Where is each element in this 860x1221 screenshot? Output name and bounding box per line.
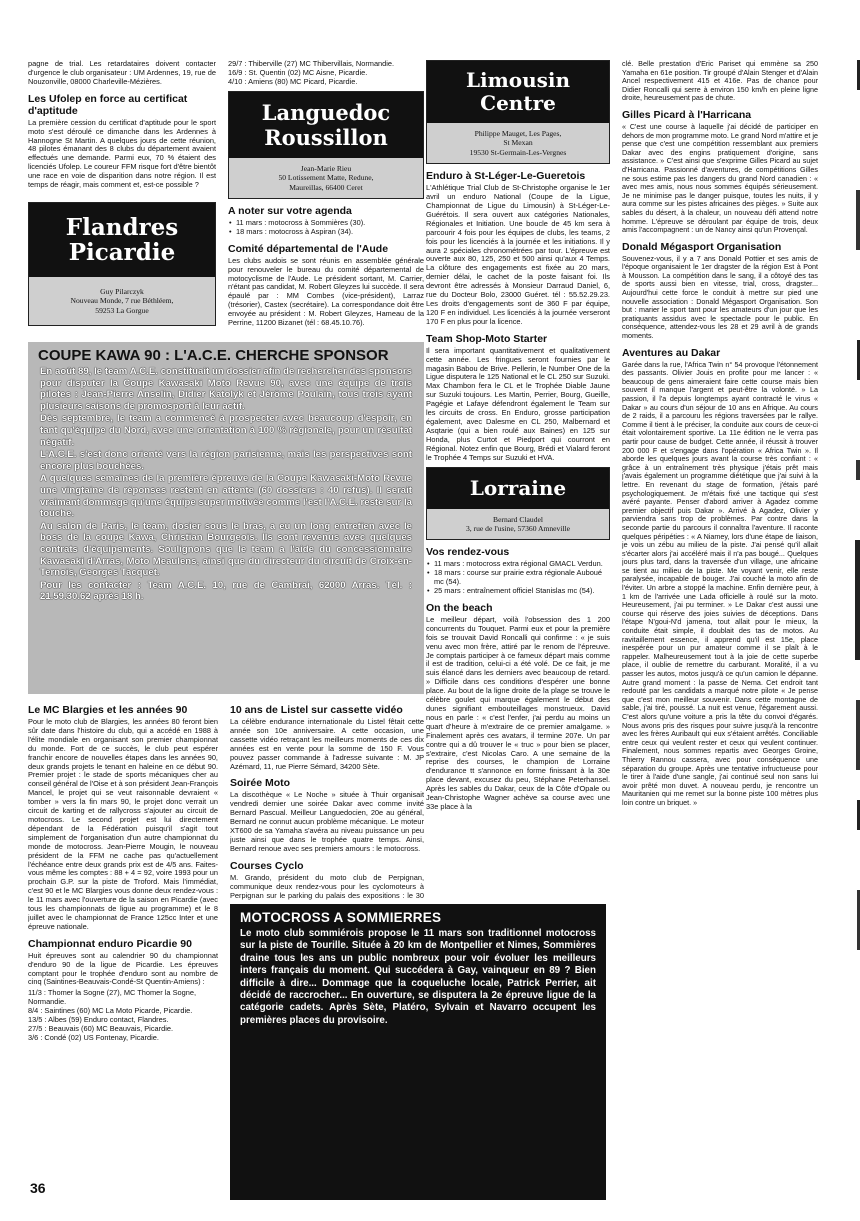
enduro-text: L'Athlétique Trial Club de St-Christophe organise le 1er avril un enduro National (Coupe de la Ligue, Championnat de Ligue du Limousin) à St-Léger-Le-Guérétois. Il sera ouvert aux catégories Nationales, Régionales et Initiation. Une boucle de 45 km sera à parcourir 4 fois pour les équipes de clubs, les teams, 2 fois pour les licenciés à la journée et les initiations. Il y aura 2 spéciales chronométrées par tour. L'épreuve est ouverte aux 80, 125, 250 et 500 ainsi qu'aux 4 Temps. La clôture des engagements est fixée au 20 mars, dernier délai, le cachet de la poste faisant foi. Ils devront être adressés à Monsieur Darraud Daniel, 6, rue du Docteur Bolo, 23000 Guéret. tél : 55.52.29.23. Les droits d'engagements sont de 360 F par équipe, 120 F en individuel. Les licenciés à la journée verseront 170 F en plus pour la licence. bbox=[426, 183, 610, 326]
gilles-text: « C'est une course à laquelle j'ai décidé de participer en dehors de mon programme moto. Le grand Nord m'attire et je pense que c'est une compétition ressemblant aux premiers Dakar avec des engins pratiquement d'origine, sans assistance. » C'est ainsi que s'exprime Gilles Picard au sujet d'Harricana. Passionné d'aventures, de compétitions Gilles ne sous estime pas les dangers du grand Nord canadien : « avec mes amis, nous nous sommes équipés sérieusement. Je ne minimise pas le danger puisque, toutes les nuits, il y aura comme sur les pistes africaines des pièges. » Suite aux sables du désert, à la chaleur, un nouveau défi attend notre homme. L'épreuve se déroulant par équipe de trois, deux amis l'accompagnent : un de Nancy ainsi qu'un Provençal. bbox=[622, 121, 818, 235]
enduro-title: Enduro à St-Léger-Le-Gueretois bbox=[426, 170, 586, 183]
agenda-item: • 18 mars : motocross à Aspiran (34). bbox=[236, 228, 424, 237]
region-addr-limousin: Philippe Mauget, Les Pages, St Mexan 19530 St-Germain-Les-Vergnes bbox=[427, 123, 609, 163]
region-box-languedoc bbox=[228, 91, 424, 199]
ufolep-text: La première cession du certificat d'aptitude pour le sport moto s'est déroulé ce dimanche dans les Ardennes à Hannogne St Martin. A quelques jours de cette réunion, 48 pilotes émanant des 8 clubs du département avaient effectués une demande. Parmi eux, 70 % étaient des licenciés Ufolep. Le coureur FFM risque fort d'être bientôt une race en voie de disparition dans notre région. Il est temps de réagir, mais comment et, est-ce possible ? bbox=[28, 117, 216, 190]
region-box-lorraine bbox=[426, 467, 610, 541]
aude-text: Les clubs audois se sont réunis en assemblée générale pour renouveler le bureau du comité départemental de motocyclisme de l'Aude. Le président sortant, M. Carrier, n'étant pas candidat, M. Robert Gleyzes lui succède. Il sera épaulé par : MM Combes (vice-président), Larraz (trésorier), Castex (secrétaire). La correspondance doit être envoyée au président : M. Robert Gleyzes, Hameau de la Perrine, 11200 Bizanet (tél : 68.45.10.76). bbox=[228, 255, 424, 328]
column-listel bbox=[230, 704, 424, 900]
region-box-limousin bbox=[426, 60, 610, 164]
soiree-text: La discothèque « Le Noche » située à Thuir organisait vendredi dernier une soirée Dakar avec comme invité Bernard Pascual. Meilleur Languedocien, 20e au général, Bernard ne connut aucun problème mécanique. Le moteur XT600 de sa Yamaha s'avéra au niveau puissance un peu juste ainsi que dans le trophée quatre temps. Ainsi, Bernard renoue avec ses premiers amours : le motocross. bbox=[230, 790, 424, 853]
sponsor-title: COUPE KAWA 90 : L'A.C.E. CHERCHE SPONSOR bbox=[38, 347, 389, 364]
sponsor-para: A quelques semaines de la première épreuve de la Coupe Kawasaki-Moto Revue une vingtaine de réponses restent en attente (60 dossiers : 40 refus). Il serait vraimant dommage qu'une équipe super motivée comme l'est l'A.C.E. reste sur la touche. bbox=[40, 473, 412, 520]
aude-title: Comité départemental de l'Aude bbox=[228, 242, 389, 255]
column-1 bbox=[28, 60, 216, 340]
col1-intro: pagne de trial. Les retardataires doivent contacter d'urgence le club organisateur : UM Ardennes, 19, rue de Nouzonville, 08000 Charleville-Mézières. bbox=[28, 60, 216, 86]
region-name-flandres: Flandres Picardie bbox=[29, 203, 215, 277]
donald-text: Souvenez-vous, il y a 7 ans Donald Pottier et ses amis de l'époque organisaient le 1er dragster de la région Est à Pont à Mousson. La compétition dans le sang, il a côtoyé des tas de sports aussi bien en vitesse, trial, cross, dragster... Aujourd'hui cette force le conduit à mettre sur pied une nouvelle association : Donald Mégasport Organisation. Son but : marier le sport tant pour les amateurs d'un jour que les pratiquants assidus avec le spectacle pour le public. En conséquence, attendez-vous les 28 et 29 avril à de grands moments. bbox=[622, 253, 818, 341]
beach-text: Le meilleur départ, voilà l'obsession des 1 200 concurrents du Touquet. Parmi eux et pour la première fois se trouvait David Roncalli qui confirme : « je suis venu avec mon frère, attiré par le renom de l'épreuve. Je comptais participer à ce fameux départ mais comme il est de tradition, celui-ci a été volé. De ce fait, je me suis élancé dans les derniers avec beaucoup de retard. » Difficile dans ces conditions d'espérer une bonne place. Au bout de la ligne droite de la plage se trouve le célèbre goulet qui marque également le début des dunes signifiant embouteillages monstrueux. David nous en parle : « c'est l'enfer, j'ai perdu au moins un quart d'heure à m'extraire de ce premier amalgame. » Finalement après ces avatars, il termine 207e. Un par contre qui a dû trouver le « truc » pour bien se placer, s'extraire, c'est Nicolas Caro. A une semaine de la reprise des courses, le champion de Lorraine d'endurance tt s'annonce en forme finissant à la 30e place devant, excusez du peu, Stéphane Peterhansel. Après les sables du Dakar, ceux de la Côte d'Opale ou Jean-Christophe Wagner achève sa course avec une 33e place à la bbox=[426, 614, 610, 811]
team-title: Team Shop-Moto Starter bbox=[426, 332, 548, 345]
column-blargies bbox=[28, 704, 218, 1174]
dakar-text: Garée dans la rue, l'Africa Twin n° 54 provoque l'étonnement des passants. Olivier Jouis en profite pour me lancer : « beaucoup de gens aimeraient faire cette course mais bien souvent il manque l'argent et peut-être la volonté. » La passion, il l'a depuis longtemps ayant contracté le virus « Dakar » au cours d'un séjour de 10 ans en Afrique. Au cours de 2 raids, il a parcouru les régions traversées par le rallye. Comme il tient à le préciser, la conduite aux cours de ceux-ci était volontairement sportive. La 11e édition ne le verra pas partir pour cause de budget. Cette année, il réussit à trouver 200 000 F et s'engage dans l'opération « Africa Twin ». Il aborde les quelques jours avant la course très confiant : « grâce à un entraînement très physique j'étais prêt mais j'avais également un programme diététique que j'ai suivi à la lettre. En revenant du stage de formation, j'étais paré psychologiquement. Je m'étais fixé une tactique qui s'est avéré payante. Penser d'abord arriver à Agadez comme premier objectif puis Dakar ». Arrivé à Agadez, Olivier y parviendra sans trop de problèmes. Par contre dans la seconde partie du parcours il connaîtra l'aventure. Il raconte quelques péripéties : « A Niamey, lors d'une étape de liaison, je vois un zébu au milieu de la piste. J'ai pensé qu'il allait s'écarter alors j'ai accéléré mais il n'a pas bougé... Quelques jours plus tard, dans la traversée d'un village, une africaine se tient au milieu de la piste. Me voyant venir, elle reste paralysée, incapable de bouger. J'ai couché la moto afin de l'éviter. Un arbre a stoppé la machine. Enfin dernière peur, à 1 km de l'arrivée une Lada officielle à roulé sur la moto. Heureusement, j'ai pu terminer. » Le Dakar c'est aussi une course qui réserve des joies suivies de déceptions. Dans l'étape N'goui-N'd jamena, tout allait pour le mieux, la conduite était simple, il doublait des tas de motos. Au ravitaillement essence, il apprend qu'il est 15e, place inespérée pour un pur amateur comme il se plaît à le rappeler. Malheureusement tout à la joie de cette superbe place, il oublie de remettre du carburant. Moralité, il a vu passer les autos, motos jusqu'à ce qu'un camion le dépanne. Autre grand moment : la passe de Nema. Cet endroit tant redouté par les candidats a marqué notre pilote « Je pense que c'est mon meilleur souvenir. Dans cette montagne de sable, j'ai tiré, poussé. La nuit est venue, l'égarement aussi. C'est alors qu'une voiture a pris la tête du convoi d'égarés. Nous avons pris des risques pour suivre jusqu'à la rencontre avec les frères Auribault qui eux s'étaient arrêtés. Conciliable entre ceux qui veulent rester et ceux qui veulent continuer. Finalement, nous sommes repartis avec Georges Groine, Thierry Rannou cassera, avec pour conséquence une séparation du groupe. Après une tentative infructueuse pour le tirer à l'aide d'une sangle, j'ai continué seul non sans lui avoir prêté mon duvet. A nouveau perdu, je rencontre un Mauritanien qui me remet sur la bonne piste 100 mètres plus loin contre un briquet. » bbox=[622, 359, 818, 807]
champ-list: 11/3 : Thomer la Sogne (27), MC Thomer la Sogne, Normandie. 8/4 : Saintines (60) MC La Moto Picarde, Picardie. 13/5 : Albes (59) Enduro contact, Flandres. 27/5 : Beauvais (60) MC Beauvais, Picardie. 3/6 : Condé (02) US Fontenay, Picardie. bbox=[28, 988, 197, 1042]
blargies-title: Le MC Blargies et les années 90 bbox=[28, 704, 188, 716]
column-2 bbox=[228, 60, 424, 342]
listel-title: 10 ans de Listel sur cassette vidéo bbox=[230, 704, 403, 716]
beach-title: On the beach bbox=[426, 601, 493, 614]
champ-title: Championnat enduro Picardie 90 bbox=[28, 937, 192, 950]
region-addr-lorraine: Bernard Claudel 3, rue de l'usine, 57360 Amneville bbox=[427, 509, 609, 540]
column-4 bbox=[622, 60, 818, 1202]
region-name-limousin: Limousin Centre bbox=[427, 61, 609, 123]
region-name-lorraine: Lorraine bbox=[427, 468, 609, 509]
region-box-flandres bbox=[28, 202, 216, 326]
blargies-text: Pour le moto club de Blargies, les années 80 feront bien sûr date dans l'histoire du club, qui a accédé en 1988 à l'élite mondiale en organisant son premier championnat du monde. Fort de ce succès, le club peut espérer franchir encore de nouvelles étapes dans les années 90, deux grands projets le tenant en haleine en ce début 90. Premier projet : le stade de sports mécaniques cher au conseil général de l'Oise et à son président Jean-François Mancel, le projet qui se veut raisonnable devraient « tomber » vers la fin mars 90, le projet donc verrait un circuit de karting et de rallycross s'ajouter au circuit de motocross. Le second projet est lui directement dépendant de la Fédération puisqu'il s'agit tout simplement de l'organisation d'un autre championnat du monde de motocross. Jean-Pierre Mougin, le nouveau président de la FFM ne cache pas qu'actuellement l'échéance entre deux grands prix est de 4/5 ans. Faites-vous même les comptes : 88 + 4 = 92, voire 1993 pour un prochain G.P. sur la piste de Troford. Mais l'immédiat, c'est 90 et le MC Blargies vous donne deux rendez-vous : le 11 mars avec l'ouverture de la saison en Picardie (avec tous les championnats de ligue au programme) et le 8 juillet avec le championnat de France 125cc Inter et une épreuve nationale. bbox=[28, 717, 218, 931]
sponsor-para: Dès septembre, le team a commencé à prospecter avec beaucoup d'espoir, en tant qu'équipe du Nord, avec une orientation à 100 % régionale, pour un résultat négatif. bbox=[40, 413, 412, 448]
sponsor-para: Au salon de Paris, le team, dosier sous le bras, a eu un long entretien avec le boss de la coupe Kawa, Christian Bourgeois. Ils sont revenus avec quelques contrats d'équipements. Soulignons que le team a l'aide du concessionnaire Kawasaki d'Arras, Moto Meaulens, ainsi que du directeur du circuit de Croix-en-Ternois, Georges Tacquet. bbox=[40, 520, 412, 579]
sponsor-body bbox=[28, 366, 424, 603]
sponsor-para: En août 89, le team A.C.E. constituait un dossier afin de rechercher des sponsors pour disputer la Coupe Kawasaki Moto Revue 90, avec une équipe de trois pilotes : Jean-Pierre Anselin, Didier Katolyk et Jérôme Poulain, tous trois ayant plusieurs saisons de promosport à leur actif. bbox=[40, 366, 412, 412]
sponsor-para: L'A.C.E. s'est donc orienté vers la région parisienne, mais les perspectives sont encore plus bouchées. bbox=[40, 449, 412, 472]
agenda-title: A noter sur votre agenda bbox=[228, 204, 352, 217]
rdv-list bbox=[426, 560, 610, 596]
page-number: 36 bbox=[30, 1180, 46, 1196]
rdv-item: • 18 mars : course sur prairie extra régionale Auboué mc (54). bbox=[434, 569, 610, 587]
agenda-list bbox=[228, 219, 424, 237]
team-text: Il sera important quantitativement et qualitativement cette année. Les fringues seront fournies par le magasin Babou de Brive. Pellerin, le Number One de la Ligue disputera le 125 National et le CL 250 sur Suzuki. Max Chambon fera le CL et le Trophée Diable Jaune sur Suzuki toujours. Les Martin, Perrier, Bourg, Gueille, Pagégie et Lafaye défendront également le Team sur les circuits de cross. En Enduro, grosse participation également, avec Dalesme en CL 250, Malbernard et Asqtarie (qui a bien roulé aux Baines) en 125 sur Honda, plus Curtot et Piedport qui courront en Régional. Notez enfin que Bourg, Brédi et Vialard feront le Trophée 4 Temps sur Suzuki et HVA. bbox=[426, 345, 610, 462]
region-addr-flandres: Guy Pilarczyk Nouveau Monde, 7 rue Béthléem, 59253 La Gorgue bbox=[29, 277, 215, 325]
dakar-title: Aventures au Dakar bbox=[622, 346, 721, 359]
listel-text: La célèbre endurance internationale du Listel fêtait cette année son 10e anniversaire. A cette occasion, une cassette vidéo retraçant les meilleurs moments de ces dix années est en vente pour la somme de 150 F. Vous pouvez passer commande à l'adresse suivante : M. JP Azémard, 11, rue Pierre Sémard, 34200 Sète. bbox=[230, 717, 424, 771]
gilles-title: Gilles Picard à l'Harricana bbox=[622, 108, 752, 121]
col2-intro: 29/7 : Thiberville (27) MC Thibervillais, Normandie. 16/9 : St. Quentin (02) MC Aisne, Picardie. 4/10 : Amiens (80) MC Picard, Picardie. bbox=[228, 60, 395, 86]
cyclo-text: M. Grando, président du moto club de Perpignan, communique deux rendez-vous pour les cyclomoteurs à Perpignan sur le parking du palais des expositions : le 30 bbox=[230, 872, 424, 900]
column-3 bbox=[426, 60, 610, 898]
champ-text: Huit épreuves sont au calendrier 90 du championnat d'enduro 90 de la ligue de Picardie. Les épreuves comptant pour le trophée d'enduro sont au nombre de cinq (Saintines-Beauvais-Condé-St Quentin-Amiens) : bbox=[28, 950, 218, 987]
region-name-languedoc: Languedoc Roussillon bbox=[229, 92, 423, 158]
sponsor-box bbox=[28, 342, 424, 694]
agenda-item: • 11 mars : motocross à Sommières (30). bbox=[236, 219, 424, 228]
rdv-item: • 25 mars : entraînement officiel Stanislas mc (54). bbox=[434, 587, 610, 596]
sponsor-para: Pour les contacter : Team A.C.E. 10, rue de Cambrai, 62000 Arras. Tél. : 21.59.30.62 après 18 h. bbox=[40, 579, 412, 603]
region-addr-languedoc: Jean-Marie Rieu 50 Lotissement Matte, Redune, Maureillas, 66400 Ceret bbox=[229, 158, 423, 198]
col4-intro: clé. Belle prestation d'Eric Pariset qui emmène sa 250 Yamaha en 61e position. Tir groupé d'Alain Stenger et d'Alain Ancel respectivement 415 et 416e. Pas de chance pour Didier Roncalli qui serre à environ 150 km/h en pleine ligne droite, heureusement pas de chute. bbox=[622, 60, 818, 103]
rdv-title: Vos rendez-vous bbox=[426, 546, 510, 559]
soiree-title: Soirée Moto bbox=[230, 777, 291, 790]
motocross-box bbox=[230, 904, 606, 1200]
donald-title: Donald Mégasport Organisation bbox=[622, 240, 782, 253]
cyclo-title: Courses Cyclo bbox=[230, 859, 304, 872]
scan-edge-decoration bbox=[852, 40, 860, 1140]
motocross-title: MOTOCROSS A SOMMIERRES bbox=[240, 910, 442, 925]
motocross-text: Le moto club sommiérois propose le 11 mars son traditionnel motocross sur la piste de Tourille. Située à 20 km de Montpellier et Nimes, Sommières draine tous les ans un public nombreux pour voir évoluer les meilleurs inters français du moment. Qui succédera à Gay, vainqueur en 89 ? Bien difficile à dire... Dommage que la coqueluche locale, Patrick Perrier, ait décidé de raccrocher... En ouverture, se disputera la 2e épreuve ligue de la catégorie cadets. Après Sète, Platéro, Sylvain et Navarro occupent les premières places du provisoire. bbox=[240, 928, 596, 1026]
rdv-item: • 11 mars : motocross extra régional GMACL Verdun. bbox=[434, 560, 610, 569]
ufolep-title: Les Ufolep en force au certificat d'aptitude bbox=[28, 92, 188, 117]
